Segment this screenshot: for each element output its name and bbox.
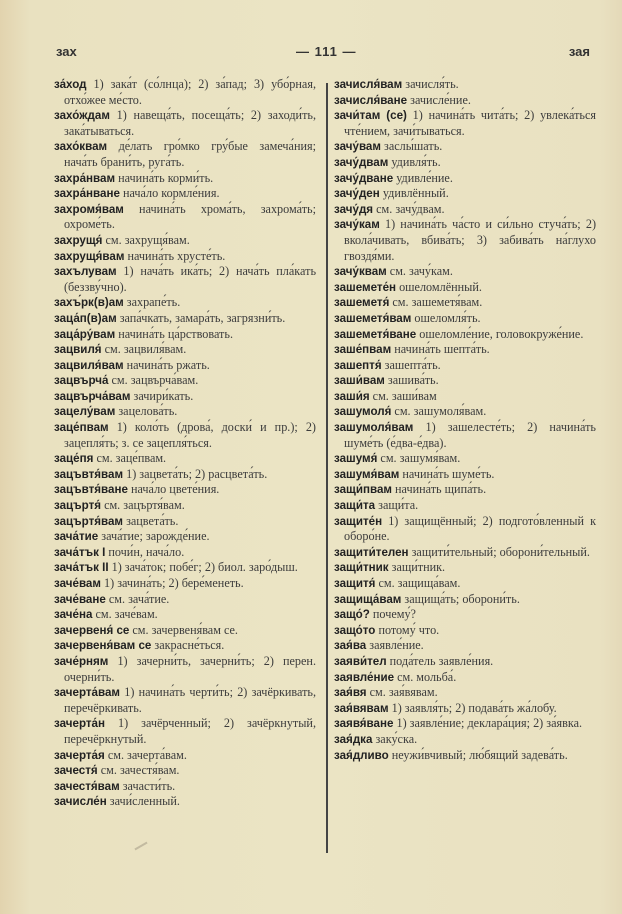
definition: 1) зачерни́ть, зачерни́ть; 2) перен. очерни́ть. [64, 653, 316, 684]
definition: потому́ что. [378, 622, 440, 637]
headword: зацъвтя́ване [54, 483, 128, 497]
headword: зачерта́вам [54, 686, 121, 700]
definition: зашепта́ть. [384, 357, 441, 372]
headword: зачу́квам [334, 265, 387, 279]
dictionary-entry [54, 779, 316, 795]
dictionary-entry [54, 763, 316, 779]
dictionary-entry [54, 638, 316, 654]
dictionary-entry [334, 139, 596, 155]
headword: зашумоля́ [334, 405, 392, 419]
definition: 1) начина́ть черти́ть; 2) зачёркивать, перечёркивать. [64, 685, 317, 715]
headword: заче́вам [54, 577, 101, 590]
headword: зашемете́н [334, 280, 397, 294]
dictionary-entry [54, 77, 316, 108]
definition: зачи́сленный. [109, 794, 180, 809]
dictionary-entry [334, 748, 596, 764]
definition: см. зацвиля́вам. [104, 342, 187, 357]
definition: начина́ть щипа́ть. [395, 482, 487, 497]
dictionary-entry [54, 607, 316, 623]
dictionary-entry [54, 716, 316, 747]
definition: зачисле́ние. [410, 92, 471, 107]
headword: заца́п(в)ам [54, 311, 117, 325]
headword: зача́тие [54, 530, 99, 544]
dictionary-entry [54, 482, 316, 498]
definition: захрапе́ть. [126, 295, 181, 310]
dictionary-entry [54, 171, 316, 187]
definition: зача́тие; зарожде́ние. [101, 529, 210, 544]
dictionary-entry [54, 108, 316, 139]
definition: 1) начина́ть ча́сто и си́льно стуча́ть; 2) вкола́чивать, вбива́ть; 3) забива́ть на́глухо гвоздя́ми. [344, 217, 597, 263]
paper-smudge [134, 842, 147, 851]
dictionary-entry [334, 155, 596, 171]
dictionary-entry [54, 467, 316, 483]
dictionary-entry [334, 327, 596, 343]
definition: см. зачервеня́вам се. [132, 622, 238, 637]
headword: зацвърча́ [54, 374, 109, 388]
right-guide-word: зая [568, 44, 590, 59]
headword: захра́нване [54, 187, 120, 201]
headword: за́ход [54, 78, 87, 91]
definition: см. заче́вам. [95, 607, 158, 622]
headword: заше́пвам [334, 343, 392, 357]
headword: зачу́вам [334, 140, 381, 154]
headword: заявле́ние [334, 670, 395, 684]
headword: заче́рням [54, 654, 109, 668]
definition: зашива́ть. [387, 373, 439, 388]
headword: зачисля́вам [334, 78, 403, 91]
headword: зачерта́я [54, 748, 105, 762]
headword: защо́? [334, 608, 370, 622]
dictionary-entry [54, 623, 316, 639]
headword: зачисля́ване [334, 93, 408, 107]
definition: начина́ть ржать. [126, 357, 210, 372]
definition: заявле́ние. [369, 638, 424, 653]
dictionary-entry [54, 311, 316, 327]
headword: зашумя́вам [334, 467, 400, 481]
headword: зашеметя́ [334, 296, 390, 310]
definition: зачисля́ть. [405, 77, 459, 91]
definition: 1) начина́ть чита́ть; 2) увлека́ться чте́нием, зачи́тываться. [344, 108, 596, 138]
dictionary-entry [54, 295, 316, 311]
definition: неужи́вчивый; лю́бящий задева́ть. [391, 747, 568, 762]
dictionary-entry [334, 77, 596, 93]
definition: нача́ло кормле́ния. [122, 186, 220, 201]
dictionary-entry [334, 607, 596, 623]
dictionary-entry [54, 139, 316, 170]
definition: защища́ть; оборони́ть. [404, 591, 520, 606]
headword: заче́ване [54, 592, 106, 606]
left-column [54, 77, 316, 810]
dictionary-entry [54, 654, 316, 685]
definition: ошеломле́ние, головокруже́ние. [419, 326, 584, 341]
dictionary-entry [54, 592, 316, 608]
headword: зацвиля́ [54, 343, 102, 357]
dictionary-entry [334, 701, 596, 717]
headword: защи́пвам [334, 483, 392, 497]
headword: заявя́ване [334, 717, 394, 731]
headword: зацелу́вам [54, 405, 116, 419]
dictionary-entry [334, 482, 596, 498]
definition: 1) навеща́ть, посеща́ть; 2) заходи́ть, зака́тываться. [64, 108, 317, 138]
dictionary-entry [54, 576, 316, 592]
dictionary-entry [334, 342, 596, 358]
definition: удивлённый. [382, 186, 449, 201]
dictionary-entry [54, 264, 316, 295]
definition: см. защища́вам. [378, 576, 461, 590]
headword: захълувам [54, 265, 117, 279]
dictionary-entry [334, 186, 596, 202]
headword: зачестя́ [54, 764, 98, 778]
headword: зачу́ден [334, 187, 380, 201]
dictionary-entry [54, 233, 316, 249]
dictionary-entry [54, 514, 316, 530]
headword: зая́вявам [334, 701, 389, 715]
definition: см. зашумя́вам. [380, 451, 461, 466]
definition: 1) заявля́ть; 2) подава́ть жа́лобу. [391, 700, 557, 715]
headword: зая́вя [334, 686, 367, 700]
dictionary-entry [334, 202, 596, 218]
dictionary-entry [54, 373, 316, 389]
definition: де́лать гро́мко гру́бые замеча́ния; нача́ть брани́ть, руга́ть. [64, 139, 316, 169]
headword: зашептя́ [334, 358, 382, 372]
dictionary-entry [334, 373, 596, 389]
definition: см. зача́тие. [108, 591, 170, 606]
dictionary-entry [334, 670, 596, 686]
definition: пода́тель заявле́ния. [389, 653, 494, 668]
headword: зачу́дя [334, 202, 374, 216]
dictionary-entry [54, 685, 316, 716]
definition: см. зая́вявам. [369, 685, 438, 700]
definition: зацвета́ть. [126, 513, 179, 528]
headword: захрущя́вам [54, 249, 125, 263]
dictionary-entry [334, 545, 596, 561]
definition: закрасне́ться. [154, 638, 225, 653]
headword: зачерта́н [54, 717, 106, 731]
definition: ошеломлённый. [399, 279, 482, 294]
definition: нача́ло цвете́ния. [130, 482, 220, 497]
headword: зачисле́н [54, 795, 107, 809]
headword: защити́телен [334, 545, 409, 559]
headword: заце́пя [54, 452, 94, 466]
page-header [56, 44, 590, 64]
headword: зашеметя́вам [334, 311, 412, 325]
definition: удивле́ние. [396, 170, 453, 185]
definition: защи́та. [378, 498, 419, 513]
definition: см. зачу́двам. [376, 201, 445, 216]
definition: 1) зацвета́ть; 2) расцвета́ть. [126, 466, 268, 481]
headword: зачи́там (се) [334, 109, 407, 123]
definition: см. зацъртя́вам. [104, 498, 185, 513]
headword: заши́я [334, 389, 370, 403]
definition: заслы́шать. [384, 139, 443, 154]
definition: почему́? [372, 607, 416, 622]
definition: см. заце́пвам. [96, 451, 167, 466]
definition: запа́чкать, замара́ть, загрязни́ть. [119, 310, 286, 325]
headword: заяви́тел [334, 654, 387, 668]
headword: защи́тник [334, 561, 389, 575]
definition: зачири́кать. [133, 388, 194, 403]
dictionary-entry [334, 311, 596, 327]
headword: зая́дка [334, 732, 373, 746]
headword: захо́квам [54, 140, 108, 154]
page-number: — 111 — [296, 44, 357, 59]
definition: см. зашеметя́вам. [392, 295, 483, 310]
dictionary-entry [334, 592, 596, 608]
headword: захо́ждам [54, 109, 110, 123]
dictionary-entry [54, 498, 316, 514]
dictionary-entry [54, 451, 316, 467]
dictionary-entry [334, 576, 596, 592]
headword: захромя́вам [54, 202, 124, 216]
definition: см. зашумоля́вам. [394, 404, 487, 419]
headword: захра́нвам [54, 171, 116, 185]
headword: зача́тък I [54, 545, 106, 559]
dictionary-entry [334, 560, 596, 576]
dictionary-entry [334, 467, 596, 483]
headword: защища́вам [334, 592, 402, 606]
column-divider [326, 83, 328, 853]
dictionary-entry [334, 716, 596, 732]
dictionary-entry [334, 732, 596, 748]
definition: 1) коло́ть (дрова́, доски́ и пр.); 2) зацепля́ть; з. се зацепля́ться. [64, 420, 316, 450]
dictionary-entry [334, 217, 596, 264]
headword: защи́та [334, 499, 376, 513]
headword: заши́вам [334, 374, 385, 388]
dictionary-entry [54, 748, 316, 764]
definition: 1) зачина́ть; 2) бере́менеть. [104, 576, 244, 590]
headword: зачервеня́вам се [54, 639, 152, 653]
headword: зача́тък II [54, 561, 109, 575]
headword: зашеметя́ване [334, 327, 417, 341]
dictionary-entry [54, 342, 316, 358]
dictionary-entry [334, 280, 596, 296]
definition: зачасти́ть. [122, 778, 176, 793]
dictionary-entry [334, 171, 596, 187]
headword: зачу́кам [334, 218, 380, 232]
headword: зая́ва [334, 639, 367, 653]
headword: зачу́дване [334, 171, 394, 185]
left-guide-word: зах [56, 44, 77, 59]
definition: удивля́ть. [391, 154, 441, 169]
dictionary-entry [334, 654, 596, 670]
headword: зашумя́ [334, 452, 378, 466]
definition: начина́ть шуме́ть. [402, 466, 495, 481]
dictionary-entry [334, 638, 596, 654]
definition: начина́ть корми́ть. [118, 170, 214, 185]
definition: см. зачерта́вам. [107, 747, 187, 762]
dictionary-entry [334, 93, 596, 109]
headword: зая́дливо [334, 748, 389, 762]
dictionary-entry [54, 529, 316, 545]
dictionary-entry [334, 295, 596, 311]
right-column [334, 77, 596, 763]
definition: 1) зашелесте́ть; 2) начина́ть шуме́ть (е́два-е́два). [344, 420, 596, 450]
definition: начина́ть хрусте́ть. [127, 248, 226, 263]
headword: зацъртя́вам [54, 514, 124, 528]
dictionary-entry [334, 420, 596, 451]
definition: 1) зачёрченный; 2) зачёркнутый, перечёркнутый. [64, 716, 316, 746]
definition: ошеломля́ть. [414, 310, 481, 325]
dictionary-entry [54, 545, 316, 561]
definition: почи́н, нача́ло. [108, 544, 185, 559]
definition: начина́ть хрома́ть, захрома́ть; охроме́ть. [64, 201, 316, 232]
dictionary-entry [334, 404, 596, 420]
headword: заце́пвам [54, 421, 109, 435]
dictionary-entry [54, 389, 316, 405]
dictionary-entry [54, 404, 316, 420]
dictionary-entry [334, 514, 596, 545]
dictionary-entry [334, 389, 596, 405]
headword: заче́на [54, 608, 93, 622]
definition: см. зацвърча́вам. [111, 373, 199, 388]
dictionary-entry [334, 623, 596, 639]
headword: заца́ру́вам [54, 327, 116, 341]
definition: 1) зака́т (со́лнца); 2) за́пад; 3) убо́рная, отхо́жее ме́сто. [64, 77, 316, 107]
definition: начина́ть шепта́ть. [394, 342, 490, 357]
dictionary-entry [334, 108, 596, 139]
definition: см. зачу́кам. [389, 264, 453, 279]
headword: зацъртя́ [54, 499, 102, 513]
dictionary-entry [54, 794, 316, 810]
dictionary-entry [54, 560, 316, 576]
headword: зачу́двам [334, 155, 389, 169]
definition: 1) заявле́ние; деклара́ция; 2) за́явка. [396, 716, 583, 731]
headword: зацъвтя́вам [54, 467, 124, 481]
dictionary-entry [54, 358, 316, 374]
headword: захрущя́ [54, 233, 103, 247]
headword: зацвърча́вам [54, 389, 131, 403]
headword: зачервеня́ се [54, 623, 130, 637]
headword: зашумоля́вам [334, 421, 414, 435]
dictionary-entry [54, 186, 316, 202]
definition: защити́тельный; оборони́тельный. [411, 544, 590, 559]
definition: см. зачестя́вам. [100, 763, 180, 778]
dictionary-entry [54, 202, 316, 233]
dictionary-entry [54, 249, 316, 265]
headword: захъ́рк(в)ам [54, 296, 124, 310]
definition: см. захрущя́вам. [105, 232, 190, 247]
dictionary-entry [334, 264, 596, 280]
headword: зачестя́вам [54, 779, 120, 793]
dictionary-entry [334, 498, 596, 514]
dictionary-entry [334, 451, 596, 467]
headword: зацвиля́вам [54, 358, 124, 372]
definition: заку́ска. [375, 731, 418, 746]
dictionary-entry [54, 327, 316, 343]
definition: начина́ть ца́рствовать. [118, 326, 233, 341]
dictionary-entry [334, 358, 596, 374]
definition: 1) зача́ток; побе́г; 2) биол. заро́дыш. [111, 560, 298, 575]
headword: защите́н [334, 514, 383, 528]
definition: см. заши́вам [372, 388, 437, 403]
definition: зацелова́ть. [118, 404, 178, 419]
definition: защи́тник. [391, 560, 446, 575]
headword: защитя́ [334, 577, 376, 590]
definition: 1) нача́ть ика́ть; 2) нача́ть пла́кать (беззву́чно). [64, 264, 317, 294]
definition: см. мольба́. [397, 669, 457, 684]
headword: защо́то [334, 623, 376, 637]
definition: 1) защищённый; 2) подгото́вленный к оборо́не. [344, 513, 597, 544]
dictionary-entry [54, 420, 316, 451]
dictionary-entry [334, 685, 596, 701]
